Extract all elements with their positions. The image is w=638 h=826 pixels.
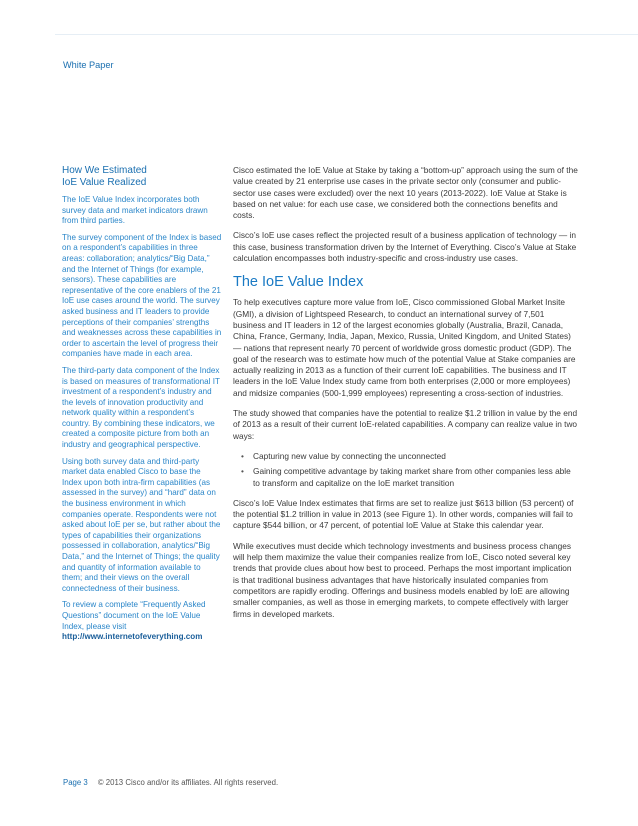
section-title: The IoE Value Index xyxy=(233,274,364,291)
intro-paragraph: Cisco’s IoE use cases reflect the projected result of a business application of technology — in this case, business transformation driven by the Internet of Everything. Cisco’s Value at Stake calculation encompasses both industry-specific and cross-industry use cases. xyxy=(233,230,577,264)
sidebar-heading-line2: IoE Value Realized xyxy=(62,177,147,188)
list-item: • Gaining competitive advantage by taking market share from other companies less able to transform and capitalize on the IoE market transition xyxy=(233,466,579,489)
header-rule xyxy=(55,34,638,35)
value-ways-list xyxy=(233,451,579,489)
main-column xyxy=(233,165,579,629)
sidebar-panel xyxy=(62,165,222,649)
sidebar-paragraph: The IoE Value Index incorporates both survey data and market indicators drawn from third parties. xyxy=(62,195,208,226)
document-type-label: White Paper xyxy=(63,60,114,70)
sidebar-review-text: To review a complete “Frequently Asked Questions” document on the IoE Value Index, please visit xyxy=(62,600,206,631)
sidebar-paragraph: The third-party data component of the Index is based on measures of transformational IT investment of a respondent’s industry and the levels of innovation productivity and network quality within a respondent’s country. By combining these indicators, we created a composite picture from both an industry and geographical perspective. xyxy=(62,365,220,450)
intro-paragraph: Cisco estimated the IoE Value at Stake by taking a “bottom-up” approach using the sum of the value created by 21 enterprise use cases in the private sector only (consumer and public-sector use cases were excluded) over the next 10 years (2013-2022). IoE Value at Stake is based on net value: for each use case, we considered both the connections benefits and costs. xyxy=(233,165,578,221)
internetofeverything-link[interactable]: http://www.internetofeverything.com xyxy=(62,632,203,642)
sidebar-heading-line1: How We Estimated xyxy=(62,165,147,176)
sidebar-heading xyxy=(62,165,222,189)
copyright-notice: © 2013 Cisco and/or its affiliates. All rights reserved. xyxy=(97,778,279,787)
page-footer xyxy=(63,778,278,787)
page-number: Page 3 xyxy=(63,778,88,787)
sidebar-paragraph: The survey component of the Index is based on a respondent’s capabilities in three areas: collaboration; analytics/“Big Data,” and the Internet of Things (for example, sensors). These capabilities are representative of the core enablers of the 21 IoE use cases around the world. The survey asked business and IT leaders to provide perceptions of their companies’ strengths and weaknesses across these capabilities in order to ascertain the level of progress their companies have made in each area. xyxy=(62,232,222,359)
section-paragraph: To help executives capture more value from IoE, Cisco commissioned Global Market Insite (GMI), a division of Lightspeed Research, to conduct an international survey of 7,501 business and IT leaders in 12 of the largest economies globally (Australia, Brazil, Canada, China, France, Germany, India, Japan, Mexico, Russia, United Kingdom, and United States) — nations that represent nearly 70 percent of worldwide gross domestic product (GDP). The goal of the research was to estimate how much of the potential Value at Stake companies are actually realizing in 2013 as a function of their current IoE capabilities. The business and IT leaders in the IoE Value Index study came from both enterprises (2,000 or more employees) and midsize companies (500-1,999 employees) representing a cross-section of industries. xyxy=(233,297,576,398)
sidebar-paragraph: Using both survey data and third-party market data enabled Cisco to base the Index upon both intra-firm capabilities (as assessed in the survey) and “hard” data on the business environment in which companies operate. Respondents were not asked about IoE per se, but rather about the types of capabilities their organizations possessed in collaboration, analytics/“Big Data,” and the Internet of Things; the quality and quantity of information available to them; and their views on the overall connectedness of their business. xyxy=(62,456,221,593)
closing-paragraph: While executives must decide which technology investments and business process changes will help them maximize the value their companies realize from IoE, Cisco noted several key trends that provide clues about how best to proceed. Perhaps the most important implication is that traditional business advantages that have historically insulated companies from competitors are rapidly eroding. Offerings and business models enabled by IoE are allowing smaller companies, as well as those in emerging markets, to compete effectively with larger firms in developed markets. xyxy=(233,540,572,619)
sidebar-review-paragraph xyxy=(62,600,222,642)
section-paragraph: The study showed that companies have the potential to realize $1.2 trillion in value by the end of 2013 as a result of their current IoE-related capabilities. A company can realize value in two ways: xyxy=(233,408,578,441)
list-item: • Capturing new value by connecting the unconnected xyxy=(233,451,579,462)
closing-paragraph: Cisco’s IoE Value Index estimates that firms are set to realize just $613 billion (53 percent) of the potential $1.2 trillion in value in 2013 (see Figure 1). In other words, companies will fail to capture $544 billion, or 47 percent, of potential IoE Value at Stake this calendar year. xyxy=(233,497,574,531)
